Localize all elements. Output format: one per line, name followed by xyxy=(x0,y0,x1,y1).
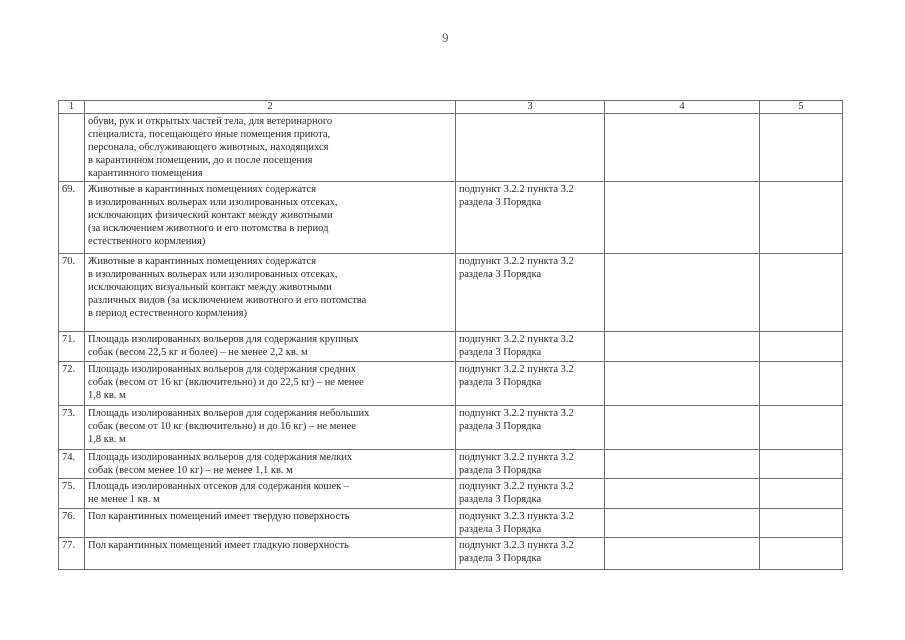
answer-cell xyxy=(605,450,760,479)
requirement-text: Площадь изолированных отсеков для содержания кошек – не менее 1 кв. м xyxy=(85,479,456,509)
row-number: 70. xyxy=(59,254,85,332)
answer-cell xyxy=(605,254,760,332)
legal-reference: подпункт 3.2.2 пункта 3.2 раздела 3 Порядка xyxy=(456,479,605,509)
column-header: 3 xyxy=(456,101,605,114)
page-number: 9 xyxy=(442,30,449,45)
requirement-text: Площадь изолированных вольеров для содержания мелких собак (весом менее 10 кг) – не менее 1,1 кв. м xyxy=(85,450,456,479)
requirement-text: Площадь изолированных вольеров для содержания средних собак (весом от 16 кг (включительно) и до 22,5 кг) – не менее 1,8 кв. м xyxy=(85,362,456,406)
table-row xyxy=(59,406,843,450)
row-number: 71. xyxy=(59,332,85,362)
row-number: 69. xyxy=(59,182,85,254)
column-header-row xyxy=(59,101,843,114)
column-header: 1 xyxy=(59,101,85,114)
table-row xyxy=(59,450,843,479)
note-cell xyxy=(760,182,843,254)
requirement-text: Пол карантинных помещений имеет твердую поверхность xyxy=(85,509,456,538)
row-number xyxy=(59,114,85,182)
legal-reference: подпункт 3.2.2 пункта 3.2 раздела 3 Порядка xyxy=(456,254,605,332)
note-cell xyxy=(760,450,843,479)
answer-cell xyxy=(605,182,760,254)
answer-cell xyxy=(605,509,760,538)
answer-cell xyxy=(605,406,760,450)
table-row xyxy=(59,479,843,509)
row-number: 76. xyxy=(59,509,85,538)
table-row xyxy=(59,332,843,362)
legal-reference: подпункт 3.2.2 пункта 3.2 раздела 3 Порядка xyxy=(456,182,605,254)
answer-cell xyxy=(605,538,760,570)
legal-reference: подпункт 3.2.3 пункта 3.2 раздела 3 Порядка xyxy=(456,538,605,570)
column-header: 4 xyxy=(605,101,760,114)
row-number: 75. xyxy=(59,479,85,509)
requirement-text: Животные в карантинных помещениях содержатся в изолированных вольерах или изолированных отсеках, исключающих физический контакт между животными (за исключением животного и его потомства в период естественного кормления) xyxy=(85,182,456,254)
note-cell xyxy=(760,406,843,450)
answer-cell xyxy=(605,114,760,182)
answer-cell xyxy=(605,479,760,509)
table-row xyxy=(59,509,843,538)
note-cell xyxy=(760,479,843,509)
requirement-text: Пол карантинных помещений имеет гладкую поверхность xyxy=(85,538,456,570)
answer-cell xyxy=(605,332,760,362)
requirement-text: Площадь изолированных вольеров для содержания крупных собак (весом 22,5 кг и более) – не менее 2,2 кв. м xyxy=(85,332,456,362)
note-cell xyxy=(760,254,843,332)
column-header: 5 xyxy=(760,101,843,114)
legal-reference xyxy=(456,114,605,182)
requirement-text: Животные в карантинных помещениях содержатся в изолированных вольерах или изолированных отсеках, исключающих визуальный контакт между животными различных видов (за исключением животного и его потомства в период естественного кормления) xyxy=(85,254,456,332)
legal-reference: подпункт 3.2.2 пункта 3.2 раздела 3 Порядка xyxy=(456,332,605,362)
table-row xyxy=(59,362,843,406)
table-row xyxy=(59,538,843,570)
note-cell xyxy=(760,114,843,182)
answer-cell xyxy=(605,362,760,406)
table-row xyxy=(59,182,843,254)
row-number: 72. xyxy=(59,362,85,406)
note-cell xyxy=(760,509,843,538)
note-cell xyxy=(760,362,843,406)
row-number: 74. xyxy=(59,450,85,479)
row-number: 77. xyxy=(59,538,85,570)
column-header: 2 xyxy=(85,101,456,114)
legal-reference: подпункт 3.2.2 пункта 3.2 раздела 3 Порядка xyxy=(456,362,605,406)
note-cell xyxy=(760,538,843,570)
legal-reference: подпункт 3.2.3 пункта 3.2 раздела 3 Порядка xyxy=(456,509,605,538)
legal-reference: подпункт 3.2.2 пункта 3.2 раздела 3 Порядка xyxy=(456,450,605,479)
requirement-text: Площадь изолированных вольеров для содержания небольших собак (весом от 10 кг (включительно) и до 16 кг) – не менее 1,8 кв. м xyxy=(85,406,456,450)
legal-reference: подпункт 3.2.2 пункта 3.2 раздела 3 Порядка xyxy=(456,406,605,450)
note-cell xyxy=(760,332,843,362)
row-number: 73. xyxy=(59,406,85,450)
checklist-table xyxy=(58,100,843,570)
requirement-text: обуви, рук и открытых частей тела, для ветеринарного специалиста, посещающего иные помещения приюта, персонала, обслуживающего животных, находящихся в карантинном помещении, до и после посещения карантинного помещения xyxy=(85,114,456,182)
table-row xyxy=(59,254,843,332)
table-row xyxy=(59,114,843,182)
